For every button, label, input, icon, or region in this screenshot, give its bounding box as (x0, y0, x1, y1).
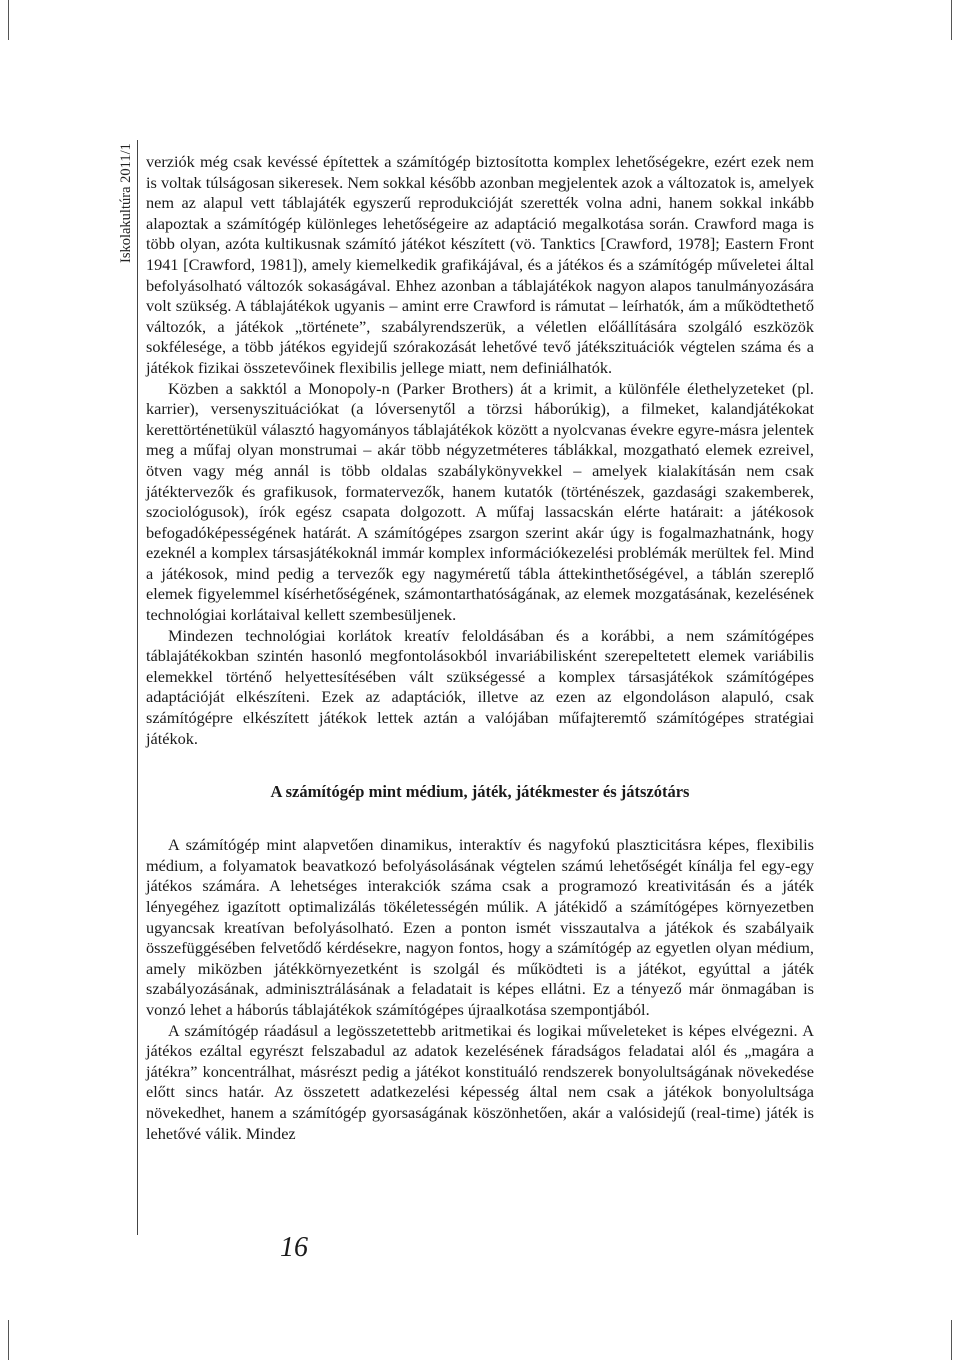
paragraph: Közben a sakktól a Monopoly-n (Parker Brothers) át a krimit, a különféle élethelyzeteket (pl. karrier), versenyszituációkat (a lóversenytől a törzsi háborúkig), a filmeket, kalandjátékokat kerettörténetükül választó hagyományos táblajátékok között a nyolcvanas évekre egyre-másra jelentek meg a műfaj olyan monstrumai – akár több négyzetméteres táblákkal, mozgatható elemek ezreivel, ötven vagy még annál is több oldalas szabálykönyvekkel – amelyek kialakításán nem csak játéktervezők és grafikusok, formatervezők, hanem kutatók (történészek, gazdasági szakemberek, szociológusok), írók egész csapata dolgozott. A műfaj lassacskán elérte határait: a játékosok befogadóképességének határát. A számítógépes zsargon szerint akár úgy is fogalmazhatnánk, hogy ezeknél a komplex társasjátékoknál immár komplex információkezelési problémák merültek fel. Mind a játékosok, mind pedig a tervezők egy nagyméretű tábla áttekinthetőségével, a táblán szereplő elemek figyelemmel kísérhetőségének, számontarthatóságának, az elemek mozgatásának, kezelésének technológiai korlátaival kellett szembesüljenek. (146, 378, 814, 625)
paragraph: Mindezen technológiai korlátok kreatív feloldásában és a korábbi, a nem számítógépes táblajátékokban szintén hasonló megfontolásokból invariábilisként szerepeltetett elemek variábilis elemekkel történő helyettesítésében vált szükségessé a komplex társasjátékok számítógépes adaptációját elkészíteni. Ezek az adaptációk, illetve az ezen az elgondoláson alapuló, csak számítógépre elkészített játékok lettek aztán a valójában műfajteremtő számítógépes stratégiai játékok. (146, 625, 814, 748)
article-body (146, 152, 814, 1144)
section-heading: A számítógép mint médium, játék, játékmester és játszótárs (270, 782, 690, 802)
crop-mark (0, 0, 9, 40)
paragraph: verziók még csak kevéssé építettek a számítógép biztosította komplex lehetőségekre, ezért ezek nem is voltak túlságosan sikeresek. Nem sokkal később azonban megjelentek azok a változatok is, amelyek nem az alapul vett táblajáték egyszerű reprodukcióját szerették volna adni, hanem sokkal inkább alapoztak a számítógép különleges lehetőségeire az adaptáció megalkotása során. Crawford maga is több olyan, azóta kultikusnak számító játékot készített (vö. Tanktics [Crawford, 1978]; Eastern Front 1941 [Crawford, 1981]), amely kiemelkedik grafikájával, és a játékos és a számítógép műveletei által befolyásolható változók sokaságával. Ehhez azonban a táblajátékok nagyon alapos tanulmányozására volt szükség. A táblajátékok ugyanis – amint erre Crawford is rámutat – leírhatók, ám a működtethető változók, a játékok „története”, szabályrendszerük, a véletlen előállítására szolgáló eszközök sokfélesége, a több játékos egyidejű szórakozását lehetővé tevő játékszituációk végtelen száma és a játékok fizikai összetevőinek flexibilis jellege miatt, nem definiálhatók. (146, 152, 814, 377)
crop-mark (951, 0, 960, 40)
crop-mark (951, 1320, 960, 1360)
page-number: 16 (280, 1232, 308, 1263)
crop-mark (0, 1320, 9, 1360)
paragraph: A számítógép ráadásul a legösszetettebb aritmetikai és logikai műveleteket is képes elvégezni. A játékos ezáltal egyrészt felszabadul az adatok kezelésének fáradságos feladatai alól és „magára a játékra” koncentrálhat, másrészt pedig a játékot konstituáló rendszerek bonyolultságának növekedése előtt sincs határ. Az összetett adatkezelési képesség által nem csak a játékok bonyolultsága növekedhet, hanem a számítógép gyorsaságának köszönhetően, akár a valósidejű (real-time) játék is lehetővé válik. Mindez (146, 1020, 814, 1143)
running-head: Iskolakultúra 2011/1 (118, 143, 134, 263)
paragraph: A számítógép mint alapvetően dinamikus, interaktív és nagyfokú plaszticitásra képes, flexibilis médium, a folyamatok beavatkozó befolyásolásának végtelen számú lehetőségét kínálja fel egy-egy játékos számára. A lehetséges interakciók száma csak a programozó kreativitásán és a játék lényegéhez igazított optimalizálás tökéletességén múlik. A játékidő a számítógépes környezetben ugyancsak kreatívan befolyásolható. Ezen a ponton ismét visszautalva a játékok és szabályaik összefüggésében felvetődő kérdésekre, nagyon fontos, hogy a számítógép az egyetlen olyan médium, amely miközben játékkörnyezetként is szolgál és működteti is a játékot, egyúttal a játék szabályozásának, adminisztrálásának a feladatait is képes ellátni. Ez a tényező már önmagában is vonzó lehet a háborús táblajátékok számítógépes újraalkotása szempontjából. (146, 835, 814, 1019)
margin-rule (137, 140, 138, 1235)
